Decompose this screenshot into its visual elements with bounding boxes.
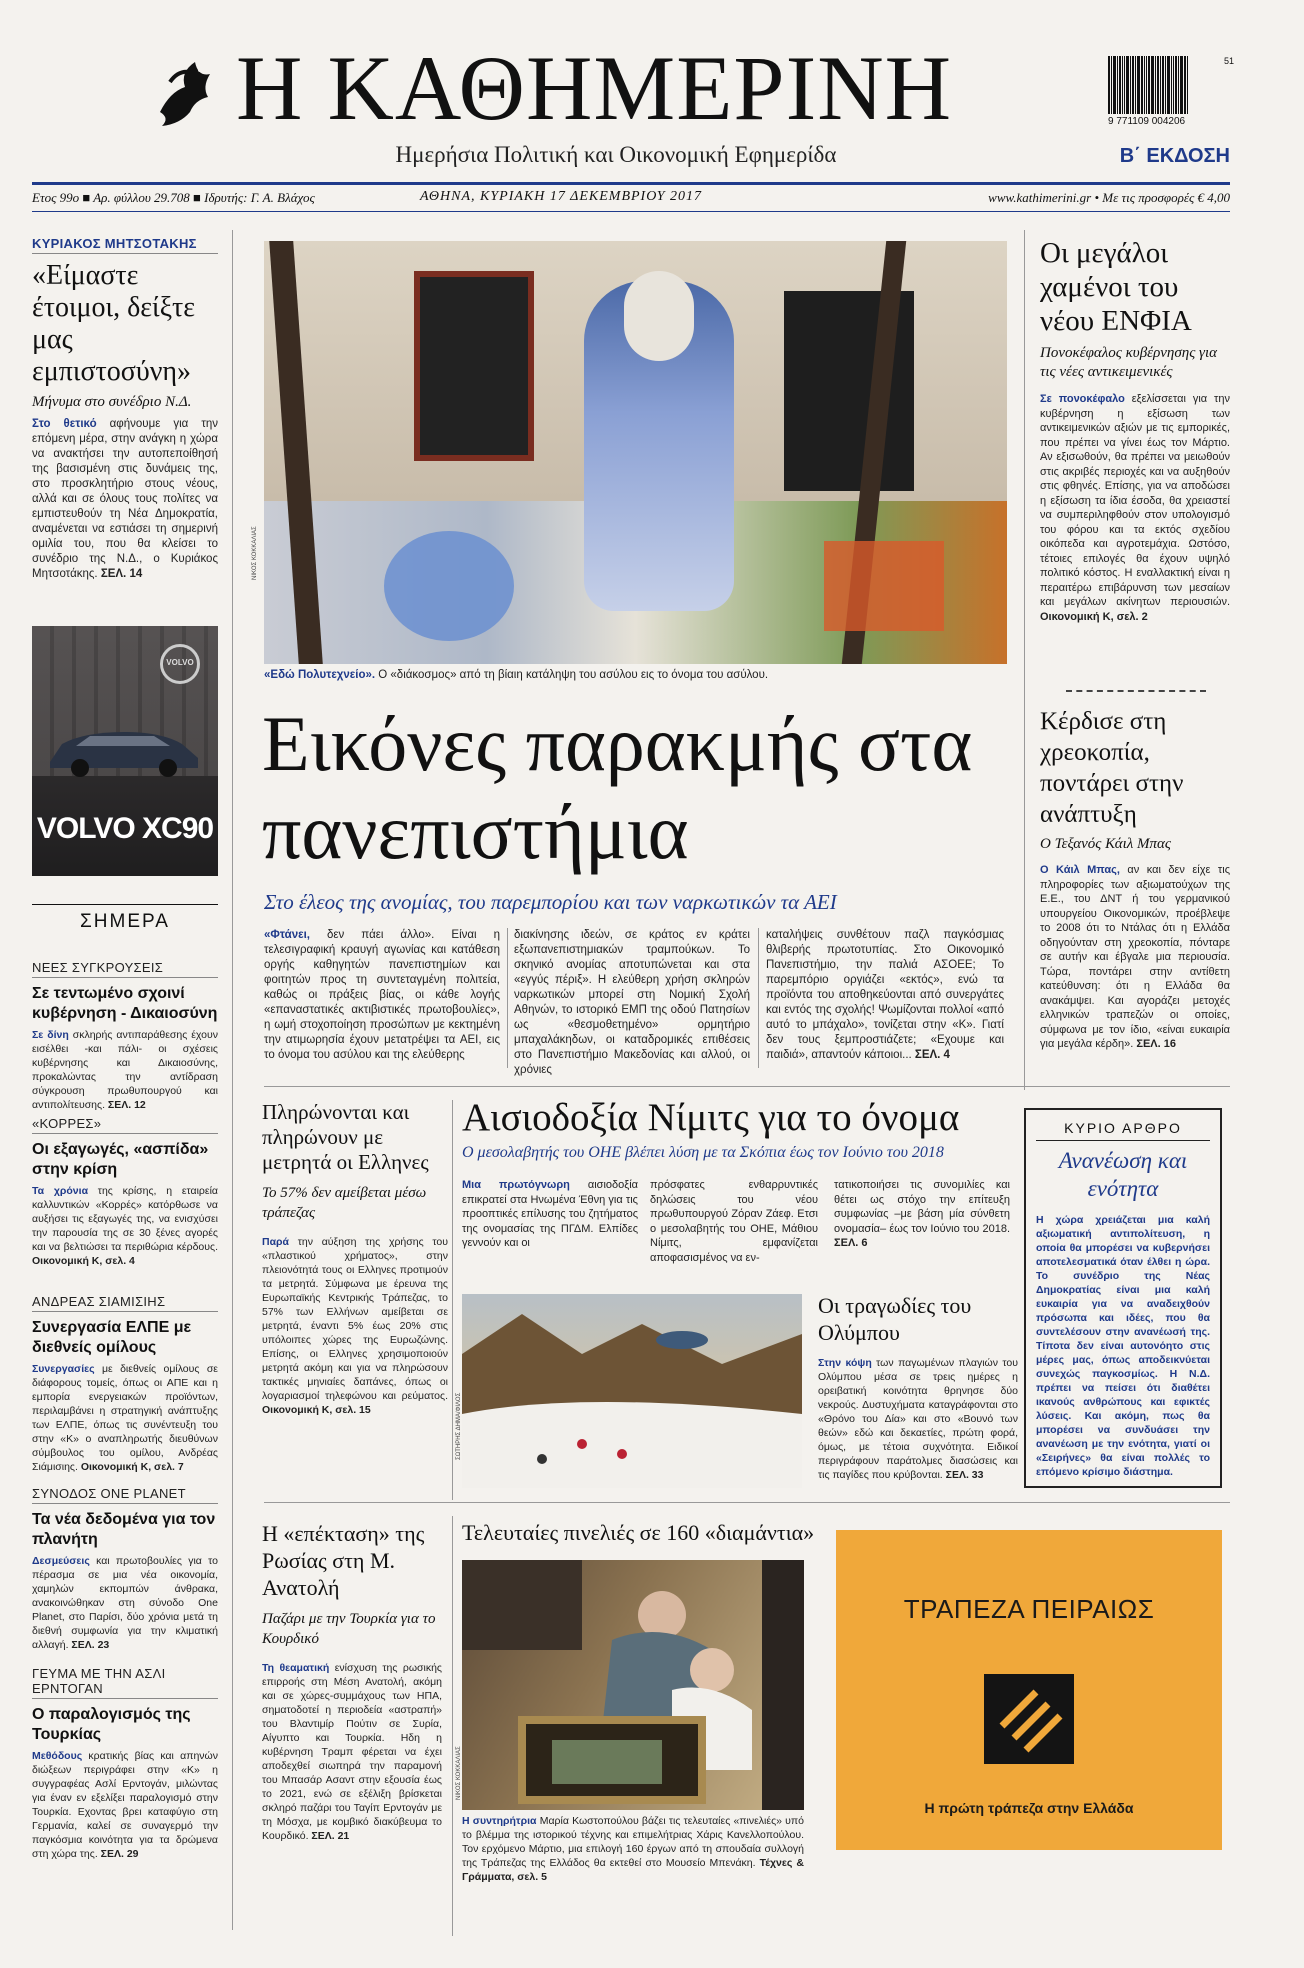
brief-item: [32, 960, 218, 1116]
olympus-lead: Στην κόψη: [818, 1357, 872, 1369]
brief-kicker: ΓΕΥΜΑ ΜΕ ΤΗΝ ΑΣΛΙ ΕΡΝΤΟΓΑΝ: [32, 1666, 218, 1699]
mitsotakis-lead: Στο θετικό: [32, 418, 97, 430]
olympus-headline: Οι τραγωδίες του Ολύμπου: [818, 1293, 972, 1345]
lead-deck: Στο έλεος της ανομίας, του παρεμπορίου και των ναρκωτικών τα ΑΕΙ: [264, 890, 837, 914]
lead-headline: Εικόνες παρακμής στα πανεπιστήμια: [262, 700, 973, 875]
brief-ref: ΣΕΛ. 29: [100, 1848, 139, 1860]
olympus-story: [818, 1292, 1018, 1482]
cash-lead: Παρά: [262, 1236, 289, 1248]
brief-text: κρατικής βίας και απηνών διώξεων περιγράφει στην «Κ» η συγγραφέας Ασλί Ερντογάν, μιλώντας για έναν εν εξελίξει παραλογισμό στην Τουρκία. Εχοντας βρει καταφύγιο στη Γερμανία, καλεί σε συναγερμό την παγκόσμια κοινότητα για τα δρώμενα στη χώρα της.: [32, 1750, 218, 1860]
nimitz-lead: Μια πρωτόγνωρη: [462, 1179, 570, 1191]
diamonds-lead: Η συντηρήτρια: [462, 1815, 537, 1827]
russia-headline: Η «επέκταση» της Ρωσίας στη Μ. Ανατολή: [262, 1521, 425, 1600]
brief-kicker: ΣΥΝΟΔΟΣ ONE PLANET: [32, 1486, 218, 1504]
barcode-issue: 51: [1223, 56, 1234, 66]
second-tier-rule: [264, 1086, 1230, 1087]
brief-body: [32, 1554, 218, 1652]
mitsotakis-deck: Μήνυμα στο συνέδριο Ν.Δ.: [32, 394, 192, 410]
cash-story: [262, 1100, 448, 1417]
diamonds-caption: [462, 1814, 804, 1884]
volvo-car-image: [44, 718, 204, 780]
editorial-body: Η χώρα χρειάζεται μια καλή αξιωματική αντιπολίτευση, η οποία θα μπορέσει να κυβερνήσει αποτελεσματικά όταν έλθει η ώρα. Το συνέδριο της Νέας Δημοκρατίας είναι μια καλή ευκαιρία για να αναδειχθούν πρόσωπα και ιδέες, που θα συντελέσουν στην ανανέωσή της. Τίποτα δεν είναι αυτονόητο στις μέρες μας, όπως αποδεικνύεται συνεχώς παγκοσμίως. Η Ν.Δ. πρέπει να πείσει ότι διαθέτει ικανούς ανθρώπους και εφικτές λύσεις. Και ακόμη, πως θα μπορέσει να συνδυάσει την ανανέωση με την ενότητα, γιατί οι «Σειρήνες» θα είναι πολλές το επόμενο κρίσιμο διάστημα.: [1036, 1214, 1210, 1478]
mitsotakis-body: [32, 417, 218, 582]
brief-body: [32, 1028, 218, 1112]
diamonds-ref: Τέχνες & Γράμματα, σελ. 5: [462, 1857, 804, 1883]
brief-text: σκληρής αντιπαράθεσης έχουν εισέλθει -και πάλι- οι σχέσεις κυβέρνησης και Δικαιοσύνης, προκαλώντας την αντίδραση σύγκρουση πρωθυπουργού και αντιπολίτευσης.: [32, 1029, 218, 1111]
left-column-divider: [232, 230, 233, 1930]
lead-caption-text: Ο «διάκοσμος» από τη βίαιη κατάληψη του ασύλου εις το όνομα του ασύλου.: [375, 669, 769, 681]
brief-item: [32, 1666, 218, 1861]
brief-body: [32, 1184, 218, 1268]
brief-body: [32, 1749, 218, 1861]
brief-item: [32, 1116, 218, 1294]
mitsotakis-headline: «Είμαστε έτοιμοι, δείξτε μας εμπιστοσύνη»: [32, 260, 196, 387]
brief-kicker: ΝΕΕΣ ΣΥΓΚΡΟΥΣΕΙΣ: [32, 960, 218, 978]
brief-text: της κρίσης, η εταιρεία καλλυντικών «Κορρές» κατόρθωσε να αυξήσει τις εξαγωγές της, να ενισχύσει την παρουσία της σε 30 ξένες αγορές και να βελτιώσει τα περιθώρια κέρδους.: [32, 1185, 218, 1253]
olympus-body: [818, 1356, 1018, 1482]
masthead-title: Η ΚΑΘΗΜΕΡΙΝΗ: [236, 37, 953, 139]
editorial-box: [1024, 1108, 1222, 1488]
enfia-text: εξελίσσεται για την κυβέρνηση η εξίσωση των αντικειμενικών αξιών με τις εμπορικές, που πρέπει να γίνει έως τον Μάρτιο. Αν εξισωθούν, θα πρέπει να μειωθούν στις ακριβές περιοχές και να αυξηθούν στις φθηνές. Επίσης, για να αποδώσει η εξίσωση τα ίδια έσοδα, θα χρειαστεί να συμπεριληφθούν στον υπολογισμό του φόρου και τα εκτός σχεδίου οικόπεδα και αγροτεμάχια. Ωστόσο, τέτοιες επιλογές θα έχουν υψηλό πολιτικό κόστος. Η εναλλακτική είναι η περαιτέρω επιβάρυνση των μεσαίων και μεγάλων ακίνητων περιουσιών.: [1040, 393, 1230, 608]
brief-item: [32, 1294, 218, 1486]
third-tier-rule: [264, 1502, 1230, 1503]
lead-col-divider: [758, 928, 759, 1068]
brief-lead: Μεθόδους: [32, 1750, 83, 1762]
olympus-ref: ΣΕΛ. 33: [945, 1469, 984, 1481]
left-brief-list: [32, 960, 218, 1861]
brief-text: με διεθνείς ομίλους σε διάφορους τομείς, όπως οι ΑΠΕ και η εμπορία ενεργειακών προϊόντων, περιλαμβάνει η στρατηγική ανάπτυξης των ΕΛΠΕ, όπως τις συνέντευξη του στην «Κ» ο αναπληρωτής διευθύνων σύμβουλος του ομίλου, Ανδρέας Σιάμισιης.: [32, 1363, 218, 1473]
lead-body-lead: «Φτάνει,: [264, 929, 310, 941]
piraeus-name: ΤΡΑΠΕΖΑ ΠΕΙΡΑΙΩΣ: [903, 1594, 1155, 1624]
nimitz-ref: ΣΕΛ. 6: [834, 1237, 868, 1249]
mitsotakis-kicker: ΚΥΡΙΑΚΟΣ ΜΗΤΣΟΤΑΚΗΣ: [32, 236, 218, 254]
brief-ref: Οικονομική Κ, σελ. 4: [32, 1255, 135, 1267]
brief-lead: Συνεργασίες: [32, 1363, 95, 1375]
brief-item: [32, 1486, 218, 1666]
editorial-kicker: ΚΥΡΙΟ ΑΡΘΡΟ: [1036, 1120, 1210, 1141]
simera-section: [32, 904, 218, 933]
masthead-meta-right: www.kathimerini.gr • Με τις προσφορές € 4,00: [988, 190, 1230, 205]
enfia-body: [1040, 392, 1230, 624]
simera-title: ΣΗΜΕΡΑ: [32, 904, 218, 933]
volvo-ad[interactable]: [32, 626, 218, 876]
enfia-headline: Οι μεγάλοι χαμένοι του νέου ΕΝΦΙΑ: [1040, 237, 1192, 337]
volvo-brand: VOLVO: [166, 658, 194, 667]
nimitz-col1: [462, 1178, 638, 1251]
brief-kicker: «ΚΟΡΡΕΣ»: [32, 1116, 218, 1134]
barcode: [1108, 56, 1234, 128]
olympus-photo: [462, 1294, 802, 1488]
brief-lead: Τα χρόνια: [32, 1185, 89, 1197]
cash-deck: Το 57% δεν αμείβεται μέσω τράπεζας: [262, 1185, 427, 1221]
russia-deck: Παζάρι με την Τουρκία για το Κουρδικό: [262, 1611, 436, 1647]
diamonds-headline: Τελευταίες πινελιές σε 160 «διαμάντια»: [462, 1520, 815, 1545]
lead-body-text1: δεν πάει άλλο». Είναι η τελεσιγραφική κραυγή αγωνίας και κατάθεση οργής καθηγητών πανεπιστημίων και φοιτητών προς τη συντεταγμένη πολιτεία, καθώς οι πράξεις βίας, οι κάθε λογής «επαναστατικές ακτιβιστικές πρωτοβουλίες», η ωμή στοχοποίηση προσώπων με κεκτημένη την ατιμωρησία έχουν μετατρέψει τα ΑΕΙ, εις το όνομα του ασύλου και της ελεύθερης: [264, 929, 500, 1061]
edition-label: Β΄ ΕΚΔΟΣΗ: [1119, 145, 1230, 167]
diamonds-photo-credit: ΝΙΚΟΣ ΚΟΚΚΑΛΙΑΣ: [456, 1746, 462, 1800]
enfia-story: [1040, 236, 1230, 624]
bass-body: [1040, 863, 1230, 1052]
brief-ref: Οικονομική Κ, σελ. 7: [80, 1461, 184, 1473]
brief-ref: ΣΕΛ. 12: [107, 1099, 146, 1111]
olympus-photo-credit: ΣΩΤΗΡΗΣ ΔΗΜΑ/ΦΙΛΟΣ: [456, 1392, 462, 1460]
masthead-rule-bottom: [32, 211, 1230, 212]
lead-body-ref: ΣΕΛ. 4: [914, 1049, 950, 1061]
russia-body: [262, 1661, 442, 1843]
lead-caption-lead: «Εδώ Πολυτεχνείο».: [264, 669, 376, 681]
piraeus-tagline: Η πρώτη τράπεζα στην Ελλάδα: [924, 1800, 1134, 1816]
russia-ref: ΣΕΛ. 21: [311, 1830, 350, 1842]
right-column-divider: [1024, 230, 1025, 1090]
nimitz-text3: τατικοποιήσει τις συνομιλίες και θέτει ως στόχο την επίτευξη συμφωνίας –με βάση μία σύνθετη ονομασία– έως τον Ιούνιο του 2018.: [834, 1179, 1010, 1235]
mitsotakis-ref: ΣΕΛ. 14: [100, 568, 143, 580]
olympus-text: των παγωμένων πλαγιών του Ολύμπου μέσα σε τρεις ημέρες η ορειβατική κοινότητα θρηνησε δύο νεκρούς. Δυστυχήματα καταγράφονται στο «Θρόνο του Δία» και στο «Βουνό των θεών» εδώ και δεκαετίες, πρώτη φορά, όμως, με τέτοια συχνότητα. Ειδικοί περιγράφουν παράτολμες διασώσεις και τις παγίδες που κρύβονται.: [818, 1357, 1018, 1481]
nimitz-col3: [834, 1178, 1010, 1251]
bass-ref: ΣΕΛ. 16: [1136, 1038, 1176, 1050]
nimitz-headline: Αισιοδοξία Νίμιτς για το όνομα: [462, 1096, 960, 1139]
cash-body: [262, 1235, 448, 1417]
russia-lead: Τη θεαματική: [262, 1662, 330, 1674]
cash-headline: Πληρώνονται και πληρώνουν με μετρητά οι Ελληνες: [262, 1100, 429, 1174]
brief-headline: Σε τεντωμένο σχοινί κυβέρνηση - Δικαιοσύνη: [32, 985, 218, 1022]
brief-headline: Ο παραλογισμός της Τουρκίας: [32, 1706, 191, 1743]
lead-body-col1: [264, 928, 500, 1063]
lead-body-text3: καταλήψεις συνθέτουν παζλ παγκόσμιας θλιβερής πρωτοτυπίας. Στο Οικονομικό Πανεπιστήμιο, την παλιά ΑΣΟΕΕ; Το παρεμπόριο οργιάζει «εκτός», ενώ τα προϊόντα του αποθηκεύονται από συνεργάτες και εντός της σχολής! Ψωμίζονται πολλοί «από αυτό το μπάχαλο», τονίζεται στην «Κ». Γιατί δεν τους ξεμπροστιάζετε; «Εχουμε και παιδιά», απαντούν κάποιοι...: [766, 929, 1004, 1061]
second-tier-divider: [452, 1100, 453, 1500]
third-tier-divider: [452, 1516, 453, 1936]
enfia-lead: Σε πονοκέφαλο: [1040, 393, 1125, 405]
barcode-number: 9 771109 004206: [1108, 116, 1186, 127]
lead-body-col3: [766, 928, 1004, 1063]
mitsotakis-text: αφήνουμε για την επόμενη μέρα, στην ανάγκη η χώρα να ανακτήσει την αυτοπεποίθησή της βασισμένη στις δυνάμεις της, στο προσκλητήριο στους νέους, αλλά και σε όλους τους πολίτες να εμπιστευθούν τη Νέα Δημοκρατία, αναμένεται να εστιάσει τη σημερινή ομιλία του, που θα κλείσει το συνέδριο της Ν.Δ., ο Κυριάκος Μητσοτάκης.: [32, 418, 219, 580]
right-dashed-divider: [1066, 690, 1206, 692]
brief-ref: ΣΕΛ. 23: [71, 1639, 110, 1651]
piraeus-ad[interactable]: [836, 1530, 1222, 1850]
russia-text: ενίσχυση της ρωσικής επιρροής στη Μέση Ανατολή, ακόμη και σε χώρες-συμμάχους των ΗΠΑ, σηματοδοτεί η περιοδεία «αστραπή» του Βλαντιμίρ Πούτιν σε Συρία, Αίγυπτο και Τουρκία. Ηδη η κυβέρνηση Τραμπ φέρεται να έχει αποδεχθεί σιωπηρά την παραμονή του Μπασάρ Ασαντ στην εξουσία έως το 2021, ενώ σε εξέλιξη βρίσκεται σκληρό παζάρι του Ταγίπ Ερντογάν με τη Μόσχα, με κομβικό διακύβευμα το Κουρδικό.: [262, 1662, 442, 1842]
brief-text: και πρωτοβουλίες για το πέρασμα σε μια νέα οικονομία, χαμηλών εκπομπών άνθρακα, ανακοινώθηκαν στη σύνοδο One Planet, στο Παρίσι, δύο χρόνια μετά τη διεθνή συμφωνία για την κλιματική αλλαγή.: [32, 1555, 218, 1651]
enfia-deck: Πονοκέφαλος κυβέρνησης για τις νέες αντικειμενικές: [1040, 345, 1217, 380]
lead-photo: [264, 241, 1007, 664]
cash-ref: Οικονομική Κ, σελ. 15: [262, 1404, 371, 1416]
cash-text: την αύξηση της χρήσης του «πλαστικού χρήματος», στην πλειονότητά τους οι Ελληνες προτιμούν τα μετρητά. Σύμφωνα με έρευνα της Ευρωπαϊκής Κεντρικής Τράπεζας, το 57% των Ελλήνων αμείβεται σε μετρητά, έναντι 5% έως 20% στις υπόλοιπες χώρες της Ευρωζώνης. Επίσης, οι Ελληνες χρησιμοποιούν μετρητά ακόμη και για να πληρώσουν τακτικές μηνιαίες δαπάνες, όπως οι λογαριασμοί τηλεφώνου και ρεύματος.: [262, 1236, 448, 1402]
volvo-model: VOLVO XC90: [36, 812, 214, 845]
enfia-ref: Οικονομική Κ, σελ. 2: [1040, 610, 1148, 623]
lead-body-col2: διακίνησης ιδεών, σε κράτος εν κράτει εξωπανεπιστημιακών τραμπούκων. Το σκηνικό ανομίας αποτυπώνεται και στα «εγγύς πέριξ». Η ελεύθερη χρήση σκληρών ναρκωτικών μπορεί στη Νομική Σχολή Αθηνών, το ιστορικό ΕΜΠ της οδού Πατησίων ως «θεσμοθετημένο» ορμητήριο μπαχαλάκηδων, οι καταδρομικές επιθέσεις στο Πανεπιστήμιο Μακεδονίας και αλλού, οι χρόνιες: [514, 929, 750, 1076]
brief-lead: Σε δίνη: [32, 1029, 69, 1041]
nimitz-text1: αισιοδοξία επικρατεί στα Ηνωμένα Έθνη για τις προοπτικές επίλυσης του ζητήματος της ονομασίας της ΠΓΔΜ. Ελπίδες γεννούν και οι: [462, 1179, 638, 1249]
bass-headline: Κέρδισε στη χρεοκοπία, ποντάρει στην ανάπτυξη: [1040, 708, 1184, 828]
nimitz-col2: πρόσφατες ενθαρρυντικές δηλώσεις του νέου πρωθυπουργού Ζόραν Ζάεφ. Ετσι ο μεσολαβητής του ΟΗΕ, Μάθιου Νίμιτς, εμφανίζεται αποφασισμένος να εν-: [650, 1179, 818, 1264]
brief-headline: Οι εξαγωγές, «ασπίδα» στην κρίση: [32, 1141, 209, 1178]
nimitz-deck: Ο μεσολαβητής του ΟΗΕ βλέπει λύση με τα Σκόπια έως τον Ιούνιο του 2018: [462, 1144, 944, 1161]
brief-headline: Τα νέα δεδομένα για τον πλανήτη: [32, 1511, 216, 1548]
bass-lead: Ο Κάιλ Μπας,: [1040, 864, 1120, 876]
diamonds-text: Μαρία Κωστοπούλου βάζει τις τελευταίες «πινελιές» υπό το βλέμμα της ιστορικού τέχνης και επιμελήτριας Χάρις Κανελλοπούλου. Τον ερχόμενο Μάρτιο, μια επιλογή 160 έργων από τη σπουδαία συλλογή της Τράπεζας της Ελλάδος θα εκτεθεί στο Μουσείο Μπενάκη.: [462, 1815, 805, 1869]
mitsotakis-story: [32, 236, 218, 582]
lead-photo-credit: ΝΙΚΟΣ ΚΟΚΚΑΛΙΑΣ: [252, 526, 258, 580]
piraeus-logo-icon: [984, 1674, 1074, 1764]
bass-deck: Ο Τεξανός Κάιλ Μπας: [1040, 836, 1171, 852]
brief-lead: Δεσμεύσεις: [32, 1555, 90, 1567]
lead-col-divider: [507, 928, 508, 1068]
masthead-subtitle: Ημερήσια Πολιτική και Οικονομική Εφημερίδα: [395, 142, 837, 167]
brief-headline: Συνεργασία ΕΛΠΕ με διεθνείς ομίλους: [32, 1319, 192, 1356]
brief-body: [32, 1362, 218, 1474]
masthead-rule-top: [32, 182, 1230, 185]
griffin-logo-icon: [150, 52, 220, 132]
masthead-meta-date: ΑΘΗΝΑ, ΚΥΡΙΑΚΗ 17 ΔΕΚΕΜΒΡΙΟΥ 2017: [420, 189, 703, 204]
diamonds-photo: [462, 1560, 804, 1810]
masthead-meta-left: Ετος 99ο ■ Αρ. φύλλου 29.708 ■ Ιδρυτής: Γ. Α. Βλάχος: [32, 190, 315, 205]
bass-story: [1040, 706, 1230, 1052]
lead-photo-caption: [264, 668, 1007, 683]
bass-text: αν και δεν είχε τις πληροφορίες των αξιωματούχων της Ε.Ε., του ΔΝΤ ή του γερμανικού υπουργείου Οικονομικών, προέβλεψε το 2008 ότι το Ντάλας ότι η Ελλάδα οδηγούνταν στη χρεοκοπία, πόνταρε σε αυτήν και έβγαλε μια περιουσία. Τώρα, ποντάρει στην αντίθετη κατεύθυνση: ότι η Ελλάδα θα ανακάμψει. Και αγοράζει μετοχές ελληνικών τραπεζών οι οποίες, σύμφωνα με τον ίδιο, «είναι ευκαιρία για μεγάλα κέρδη».: [1040, 864, 1230, 1050]
editorial-headline: Ανανέωση και ενότητα: [1058, 1148, 1188, 1201]
russia-story: [262, 1520, 442, 1843]
masthead-logo: [150, 52, 220, 132]
brief-kicker: ΑΝΔΡΕΑΣ ΣΙΑΜΙΣΙΗΣ: [32, 1294, 218, 1312]
